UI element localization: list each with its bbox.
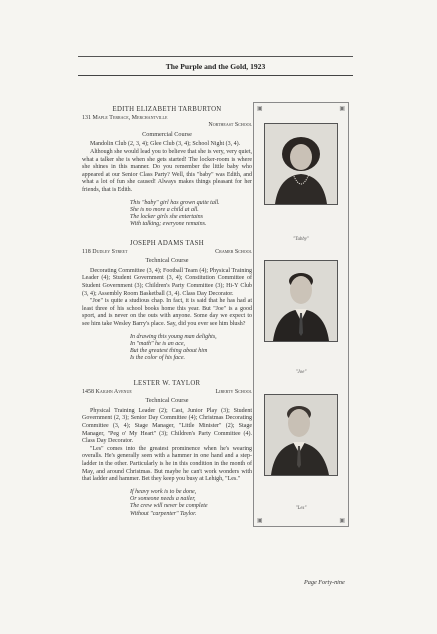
photo-caption: "Les" bbox=[295, 506, 307, 511]
portrait-image bbox=[265, 395, 337, 475]
student-bio: Physical Training Leader (2); Cast, Junior Play (3); Student Government (2, 3); Senior Day Committee (4); Christmas Decorating Committee (3, 4); Stage Manager, "Little Minister" (2); Stage Manager, "Peg o' My Heart" (3); Children's Party Committee (4). Class Day Decorator. "Les" comes into the greatest prominence when he's wearing overalls. He's generally seen with a hammer in one hand and a step-ladder in the other. Particularly is he in this condition in the month of May, and around Christmas. But maybe he can't work wonders with that ladder and hammer. Bet they keep you busy at Lehigh, "Les." bbox=[82, 407, 252, 483]
corner-mark-icon: ▣ bbox=[339, 518, 345, 524]
corner-mark-icon: ▣ bbox=[257, 106, 263, 112]
photo-panel bbox=[253, 102, 349, 527]
portrait-photo-taylor bbox=[264, 394, 338, 476]
student-address: 1458 Kaighn Avenue Liberty School bbox=[82, 388, 252, 395]
portrait-image bbox=[265, 124, 337, 204]
entry-tarburton bbox=[82, 106, 252, 229]
entry-tash bbox=[82, 240, 252, 363]
photo-caption: "Joe" bbox=[295, 370, 307, 375]
header-rule-top bbox=[78, 56, 353, 57]
photo-caption: "Tubby" bbox=[293, 237, 309, 242]
student-address: 131 Maple Terrace, Merchantville bbox=[82, 114, 168, 121]
student-poem: If heavy work is to be done, Or someone needs a nailer, The crew will never be complete Without "carpenter" Taylor. bbox=[130, 488, 208, 517]
student-school: Northeast School bbox=[208, 122, 252, 129]
corner-mark-icon: ▣ bbox=[339, 106, 345, 112]
student-course: Technical Course bbox=[145, 257, 189, 265]
page-header: The Purple and the Gold, 1923 bbox=[165, 62, 266, 71]
student-poem: In drawing this young man delights, In "math" he is an ace, But the greatest thing about him Is the color of his face. bbox=[130, 333, 217, 362]
student-name: JOSEPH ADAMS TASH bbox=[130, 240, 204, 247]
student-bio: Decorating Committee (3, 4); Football Team (4); Physical Training Leader (4); Student Government (3, 4); Constitution Committee of Student Government (3); Children's Party Committee (3); Hi-Y Club (3, 4); Assembly Room Basketball (3, 4). Class Day Decorator. "Joe" is quite a studious chap. In fact, it is said that he has had at least three of his school books home this year. But "Joe" is a good sport, and is never on the outs with anyone. Some day we expect to see him take Wesley Barry's place. Say, did you ever see him blush? bbox=[82, 267, 252, 327]
header-rule-bottom bbox=[78, 75, 353, 76]
portrait-photo-tarburton bbox=[264, 123, 338, 205]
student-bio: Mandolin Club (2, 3, 4); Glee Club (3, 4); School Night (3, 4). Although she would lead you to believe that she is very, very quiet, what a talker she is when she gets started! The locker-room is where she shines in this manner. Do you remember the little baby who appeared at our Senior Class Party? Well, this "baby" was Edith, and what a lot of fun she caused! Always makes things pleasant for her friends, that is Edith. bbox=[82, 141, 252, 193]
student-poem: This "baby" girl has grown quite tall. She is no more a child at all. The locker girls she entertains With talking; everyone remains. bbox=[130, 199, 220, 228]
student-course: Technical Course bbox=[145, 397, 189, 405]
student-name: EDITH ELIZABETH TARBURTON bbox=[112, 106, 222, 113]
student-name: LESTER W. TAYLOR bbox=[133, 380, 201, 387]
student-address: 118 Dudley Street Cramer School bbox=[82, 248, 252, 255]
student-course: Commercial Course bbox=[142, 130, 192, 138]
entry-taylor bbox=[82, 380, 252, 518]
portrait-photo-tash bbox=[264, 260, 338, 342]
page-number: Page Forty-nine bbox=[304, 579, 345, 586]
corner-mark-icon: ▣ bbox=[257, 518, 263, 524]
portrait-image bbox=[265, 261, 337, 341]
